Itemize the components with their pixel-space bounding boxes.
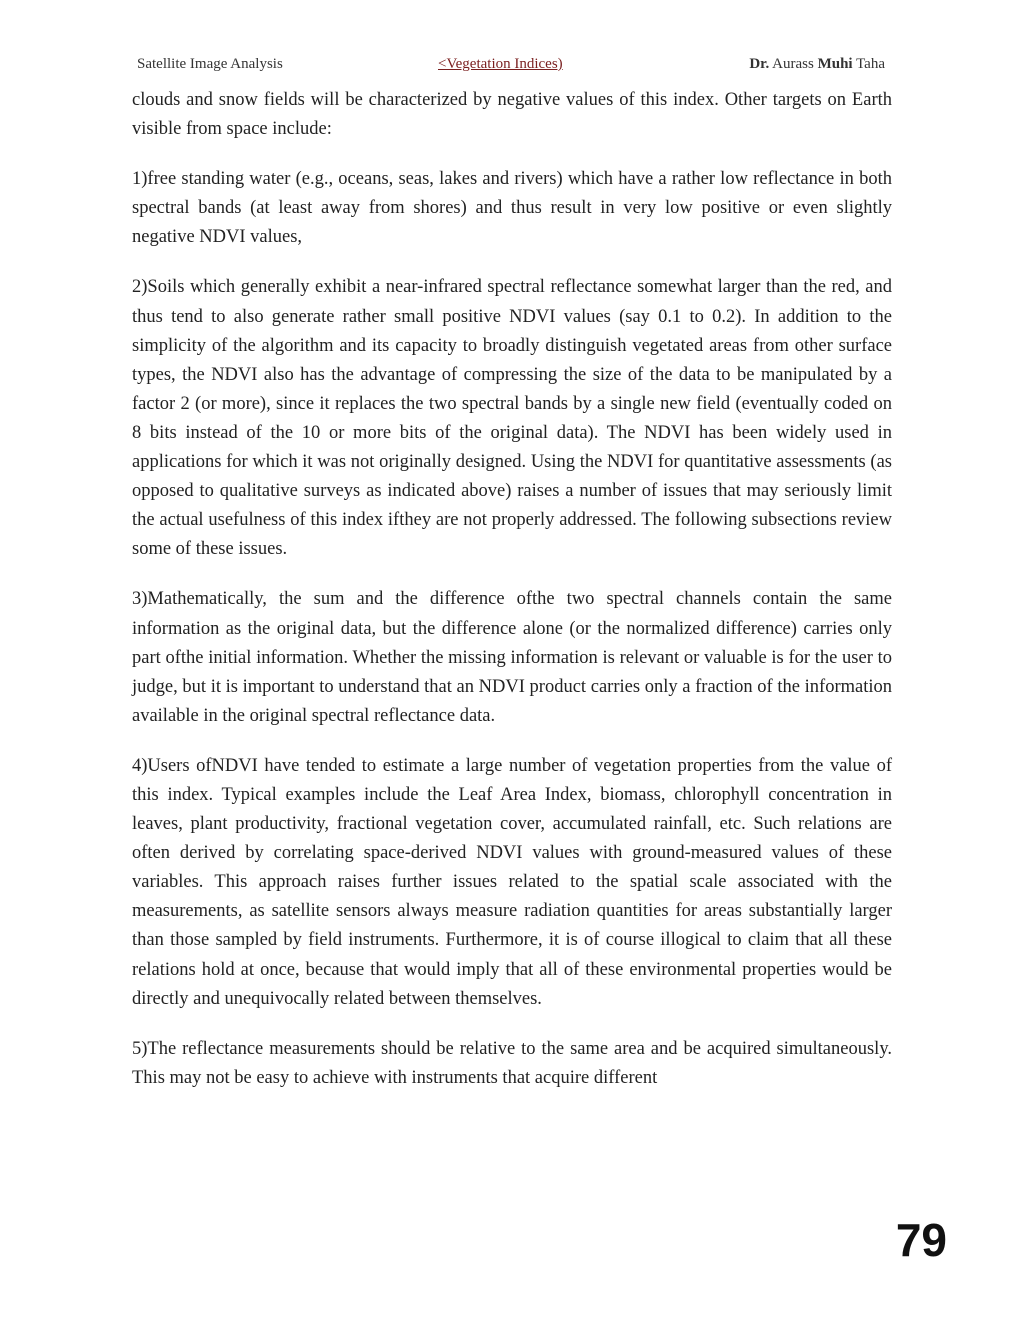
author-middle-name: Muhi — [817, 56, 853, 72]
page-body — [132, 86, 892, 1114]
paragraph-item-3: 3)Mathematically, the sum and the difference ofthe two spectral channels contain the same information as the original data, but the difference alone (or the normalized difference) carries only part ofthe initial information. Whether the missing information is relevant or valuable is for the user to judge, but it is important to understand that an NDVI product carries only a fraction of the information available in the original spectral reflectance data. — [132, 589, 892, 726]
paragraph-item-5: 5)The reflectance measurements should be relative to the same area and be acquired simultaneously. This may not be easy to achieve with instruments that acquire different — [132, 1038, 892, 1088]
paragraph-intro: clouds and snow fields will be characterized by negative values of this index. Other targets on Earth visible from space include: — [132, 90, 892, 140]
paragraph-item-1: 1)free standing water (e.g., oceans, seas, lakes and rivers) which have a rather low reflectance in both spectral bands (at least away from shores) and thus result in very low positive or even slightly negative NDVI values, — [132, 169, 892, 248]
header-author — [749, 56, 885, 73]
author-last-name: Taha — [856, 56, 885, 72]
header-chapter-title: <Vegetation Indices) — [438, 56, 563, 72]
author-prefix: Dr. — [749, 56, 770, 72]
header-course-title: Satellite Image Analysis — [137, 56, 283, 72]
running-header — [137, 56, 889, 78]
page-number: 79 — [895, 1214, 947, 1266]
paragraph-item-4: 4)Users ofNDVI have tended to estimate a large number of vegetation properties from the value of this index. Typical examples include the Leaf Area Index, biomass, chlorophyll concentration in leaves, plant productivity, fractional vegetation cover, accumulated rainfall, etc. Such relations are often derived by correlating space-derived NDVI values with ground-measured values of these variables. This approach raises further issues related to the spatial scale associated with the measurements, as satellite sensors always measure radiation quantities for areas substantially larger than those sampled by field instruments. Furthermore, it is of course illogical to claim that all these relations hold at once, because that would imply that all of these environmental properties would be directly and unequivocally related between themselves. — [132, 755, 892, 1009]
paragraph-item-2: 2)Soils which generally exhibit a near-infrared spectral reflectance somewhat larger than the red, and thus tend to also generate rather small positive NDVI values (say 0.1 to 0.2). In addition to the simplicity of the algorithm and its capacity to broadly distinguish vegetated areas from other surface types, the NDVI also has the advantage of compressing the size of the data to be manipulated by a factor 2 (or more), since it replaces the two spectral bands by a single new field (eventually coded on 8 bits instead of the 10 or more bits of the original data). The NDVI has been widely used in applications for which it was not originally designed. Using the NDVI for quantitative assessments (as opposed to qualitative surveys as indicated above) raises a number of issues that may seriously limit the actual usefulness of this index ifthey are not properly addressed. The following subsections review some of these issues. — [132, 277, 892, 560]
author-first-name: Aurass — [772, 56, 814, 72]
